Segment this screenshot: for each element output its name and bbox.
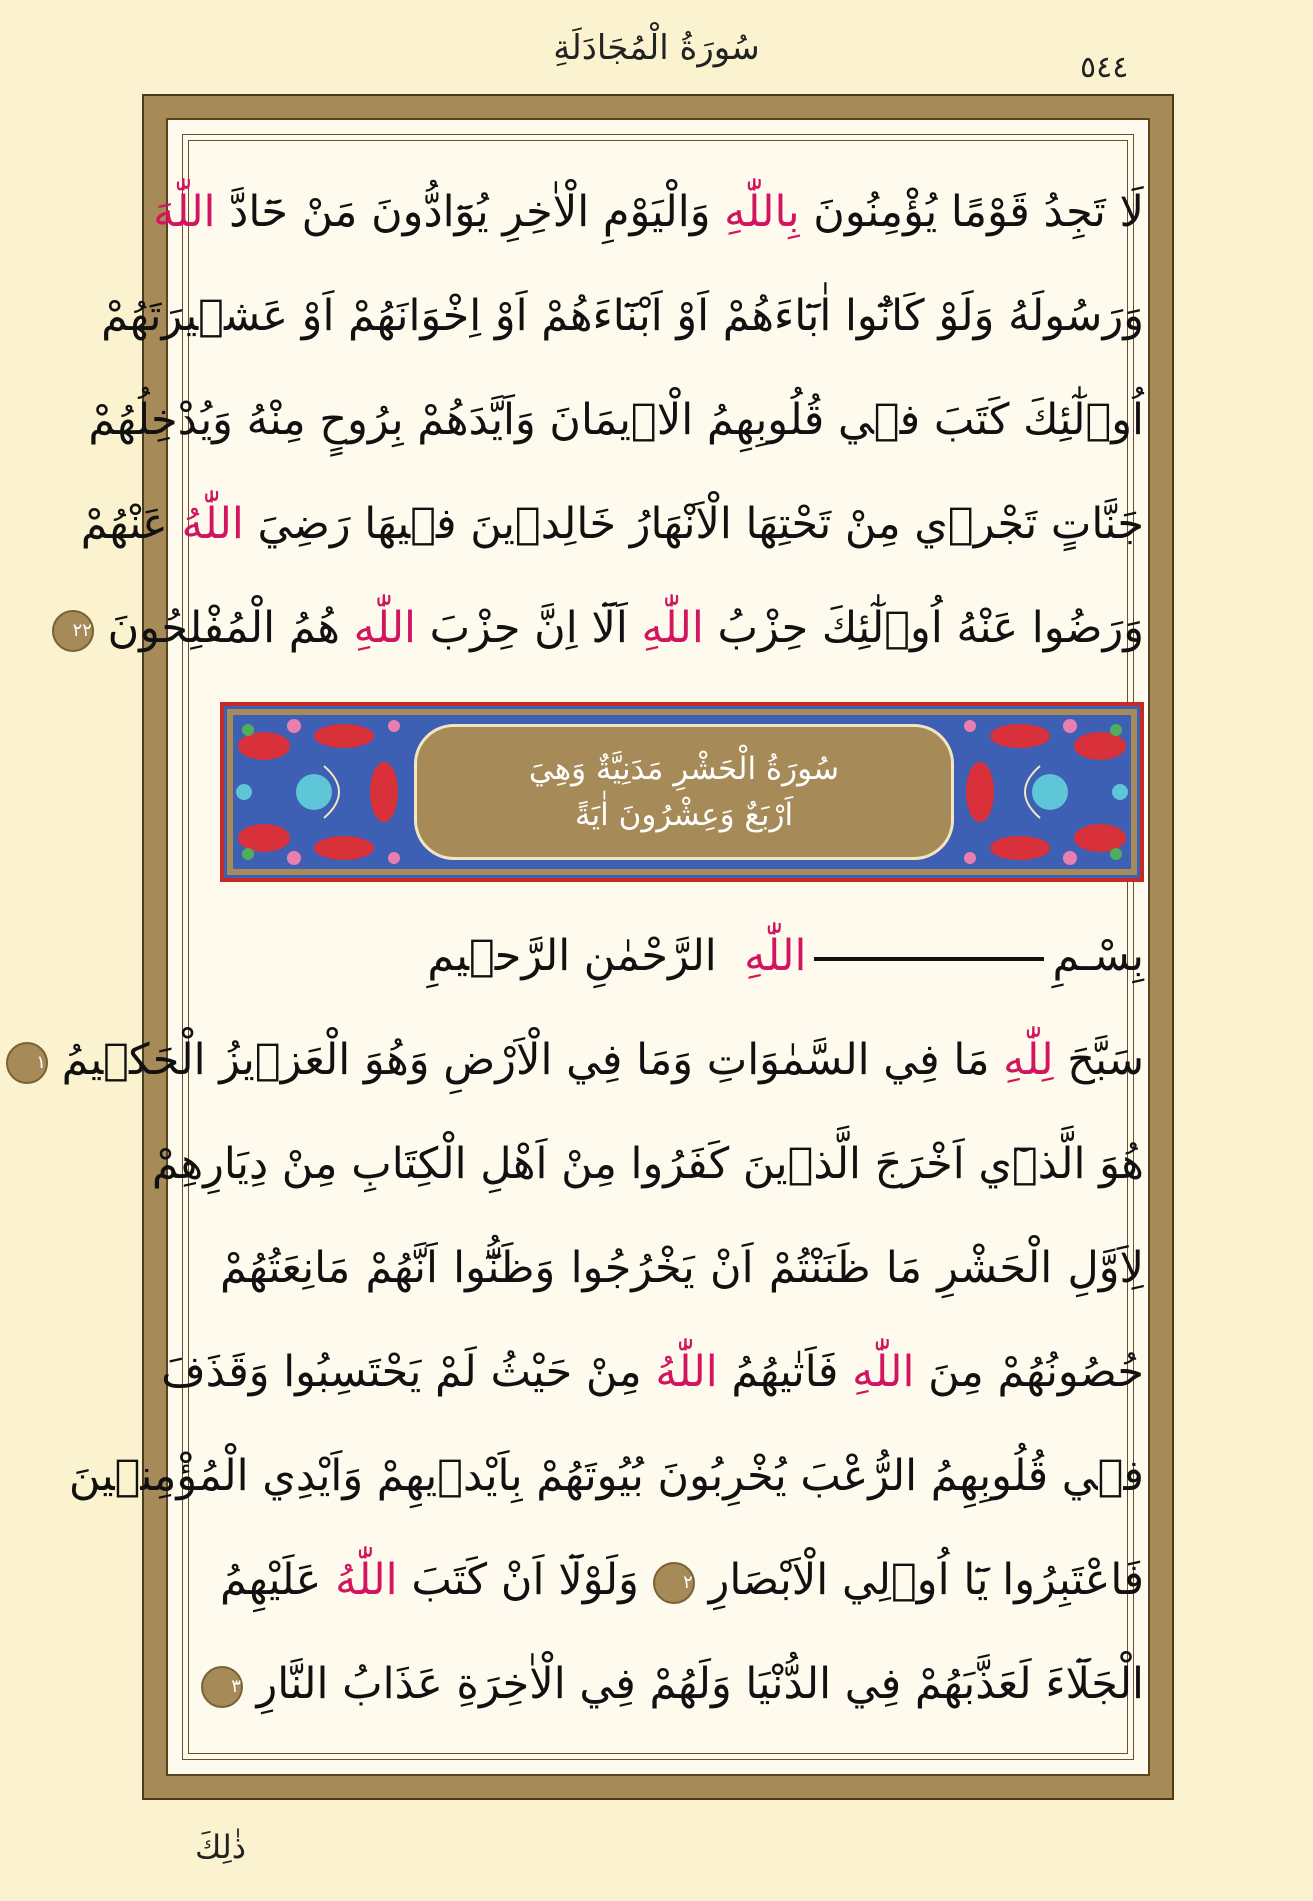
- verse-number-marker: ١: [6, 1042, 48, 1084]
- verse-number-marker: ٢٢: [52, 610, 94, 652]
- ayah-line: وَرَضُوا عَنْهُ اُو۬لٰٓئِكَ حِزْبُ اللّٰهِ اَلَٓا اِنَّ حِزْبَ اللّٰهِ هُمُ الْمُفْلِحُونَ ٢٢: [220, 576, 1144, 680]
- divine-name: اللّٰهِ: [641, 603, 704, 653]
- ayah-line: وَرَسُولَهُ وَلَوْ كَانُٓوا اٰبَٓاءَهُمْ اَوْ اَبْنَٓاءَهُمْ اَوْ اِخْوَانَهُمْ اَوْ عَشٖيرَتَهُمْ: [101, 291, 1144, 341]
- catchword: ذٰلِكَ: [195, 1828, 246, 1866]
- divine-name: بِاللّٰهِ: [724, 187, 800, 237]
- divine-name: اللّٰهِ: [744, 931, 807, 981]
- ayah-line: لِاَوَّلِ الْحَشْرِ مَا ظَنَنْتُمْ اَنْ يَخْرُجُوا وَظَنُّٓوا اَنَّهُمْ مَانِعَتُهُمْ: [220, 1243, 1144, 1293]
- ayah-line: اُو۬لٰٓئِكَ كَتَبَ فٖي قُلُوبِهِمُ الْاٖيمَانَ وَاَيَّدَهُمْ بِرُوحٍ مِنْهُ وَيُدْخِلُهُمْ: [88, 395, 1144, 445]
- ayah-line: جَنَّاتٍ تَجْرٖي مِنْ تَحْتِهَا الْاَنْهَارُ خَالِدٖينَ فٖيهَا رَضِيَ اللّٰهُ عَنْهُمْ: [80, 499, 1144, 549]
- divine-name: اللّٰهِ: [353, 603, 416, 653]
- page-number: ٥٤٤: [1080, 50, 1129, 85]
- divine-name: اللّٰهُ: [655, 1347, 718, 1397]
- divine-name: اللّٰهَ: [153, 187, 216, 237]
- verse-number-marker: ٢: [653, 1562, 695, 1604]
- surah-title-cartouche: [414, 724, 954, 860]
- ayah-line: سَبَّحَ لِلّٰهِ مَا فِي السَّمٰوَاتِ وَمَا فِي الْاَرْضِ وَهُوَ الْعَزٖيزُ الْحَكٖيمُ ١: [220, 1008, 1144, 1112]
- basmala: بِسْـمِاللّٰهِ الرَّحْمٰنِ الرَّحٖيمِ: [427, 931, 1144, 981]
- page-frame: [36, 94, 1174, 1800]
- divine-name: لِلّٰهِ: [1003, 1035, 1054, 1085]
- text-area: [36, 160, 1144, 1736]
- ayah-line: هُوَ الَّذٖٓي اَخْرَجَ الَّذٖينَ كَفَرُوا مِنْ اَهْلِ الْكِتَابِ مِنْ دِيَارِهِمْ: [151, 1139, 1144, 1189]
- ayah-line: فَاعْتَبِرُوا يَٓا اُو۬لِي الْاَبْصَارِ ٢ وَلَوْلَٓا اَنْ كَتَبَ اللّٰهُ عَلَيْهِمُ: [220, 1555, 1144, 1605]
- basmala-stroke: [814, 957, 1044, 961]
- divine-name: اللّٰهُ: [335, 1555, 398, 1605]
- divine-name: اللّٰهِ: [852, 1347, 915, 1397]
- surah-ayah-count-line: اَرْبَعٌ وَعِشْرُونَ اٰيَةً: [574, 797, 794, 833]
- surah-title-ornament: [220, 702, 1144, 882]
- verse-number-marker: ٣: [201, 1666, 243, 1708]
- surah-title-line: سُورَةُ الْحَشْرِ مَدَنِيَّةٌ وَهِيَ: [528, 751, 840, 787]
- ayah-line: حُصُونُهُمْ مِنَ اللّٰهِ فَاَتٰيهُمُ اللّٰهُ مِنْ حَيْثُ لَمْ يَحْتَسِبُوا وَقَذَفَ: [161, 1347, 1144, 1397]
- ayah-line: الْجَلَٓاءَ لَعَذَّبَهُمْ فِي الدُّنْيَا وَلَهُمْ فِي الْاٰخِرَةِ عَذَابُ النَّارِ ٣: [220, 1632, 1144, 1736]
- divine-name: اللّٰهُ: [181, 499, 244, 549]
- surah-name-header: سُورَةُ الْمُجَادَلَةِ: [553, 28, 760, 68]
- ayah-line: فٖي قُلُوبِهِمُ الرُّعْبَ يُخْرِبُونَ بُيُوتَهُمْ بِاَيْدٖيهِمْ وَاَيْدِي الْمُؤْمِنٖينَ: [68, 1451, 1144, 1501]
- ayah-line: لَا تَجِدُ قَوْمًا يُؤْمِنُونَ بِاللّٰهِ وَالْيَوْمِ الْاٰخِرِ يُوَٓادُّونَ مَنْ حَٓادَّ اللّٰهَ: [153, 187, 1144, 237]
- page-frame-inner: [36, 118, 1150, 1776]
